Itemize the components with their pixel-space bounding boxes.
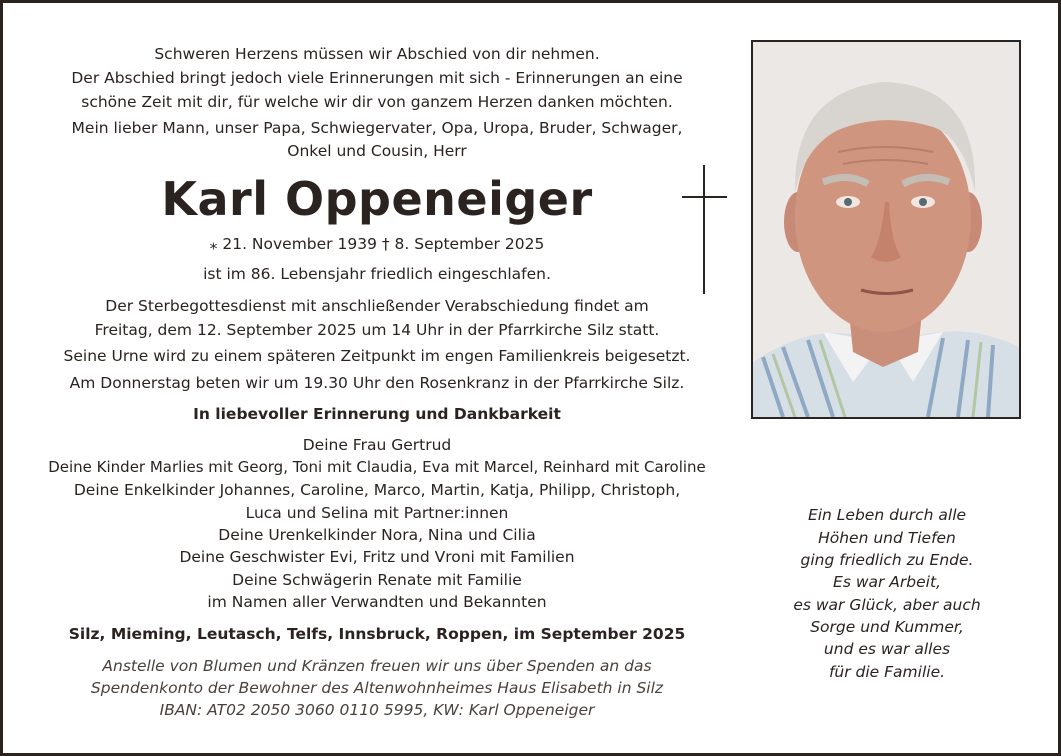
service-line-4: Am Donnerstag beten wir um 19.30 Uhr den Rosenkranz in der Pfarrkirche Silz.	[69, 374, 685, 392]
life-dates: ⁎ 21. November 1939 † 8. September 2025	[209, 235, 545, 253]
poem-line: es war Glück, aber auch	[793, 596, 981, 614]
intro-line-2: Der Abschied bringt jedoch viele Erinnerungen mit sich - Erinnerungen an eine	[71, 69, 683, 87]
memory-heading: In liebevoller Erinnerung und Dankbarkeit	[193, 405, 561, 423]
service-line-2: Freitag, dem 12. September 2025 um 14 Uhr in der Pfarrkirche Silz statt.	[94, 321, 660, 339]
relation-line-2: Onkel und Cousin, Herr	[287, 142, 467, 160]
deceased-name: Karl Oppeneiger	[161, 172, 593, 226]
poem-line: und es war alles	[823, 640, 951, 658]
mourner-line: Deine Geschwister Evi, Fritz und Vroni mit Familien	[179, 548, 575, 566]
mourner-line: Deine Frau Gertrud	[302, 436, 452, 454]
places-date: Silz, Mieming, Leutasch, Telfs, Innsbruck, Roppen, im September 2025	[68, 625, 686, 643]
donation-line-2: Spendenkonto der Bewohner des Altenwohnheimes Haus Elisabeth in Silz	[90, 679, 664, 697]
age-line: ist im 86. Lebensjahr friedlich eingeschlafen.	[203, 265, 551, 283]
mourner-line: Deine Schwägerin Renate mit Familie	[232, 571, 522, 589]
donation-line-1: Anstelle von Blumen und Kränzen freuen wir uns über Spenden an das	[102, 657, 652, 675]
intro-line-3: schöne Zeit mit dir, für welche wir dir von ganzem Herzen danken möchten.	[81, 93, 673, 111]
poem-line: ging friedlich zu Ende.	[800, 551, 974, 569]
poem-line: Höhen und Tiefen	[818, 529, 956, 547]
service-line-3: Seine Urne wird zu einem späteren Zeitpunkt im engen Familienkreis beigesetzt.	[63, 347, 691, 365]
donation-line-3: IBAN: AT02 2050 3060 0110 5995, KW: Karl Oppeneiger	[159, 701, 595, 719]
poem-line: Sorge und Kummer,	[810, 618, 964, 636]
poem-line: für die Familie.	[828, 663, 946, 681]
portrait-photo	[751, 40, 1021, 419]
service-line-1: Der Sterbegottesdienst mit anschließender Verabschiedung findet am	[105, 297, 649, 315]
poem-line: Ein Leben durch alle	[807, 506, 967, 524]
relation-line-1: Mein lieber Mann, unser Papa, Schwiegervater, Opa, Uropa, Bruder, Schwager,	[71, 119, 683, 137]
mourner-line: Deine Kinder Marlies mit Georg, Toni mit Claudia, Eva mit Marcel, Reinhard mit Caroline	[48, 458, 706, 476]
mourner-line: Deine Enkelkinder Johannes, Caroline, Marco, Martin, Katja, Philipp, Christoph,	[73, 481, 681, 499]
mourner-line: im Namen aller Verwandten und Bekannten	[207, 593, 547, 611]
mourner-line: Deine Urenkelkinder Nora, Nina und Cilia	[218, 526, 536, 544]
mourner-line: Luca und Selina mit Partner:innen	[245, 504, 509, 522]
intro-line-1: Schweren Herzens müssen wir Abschied von dir nehmen.	[154, 45, 600, 63]
portrait-image	[753, 42, 1019, 417]
poem-line: Es war Arbeit,	[833, 573, 941, 591]
